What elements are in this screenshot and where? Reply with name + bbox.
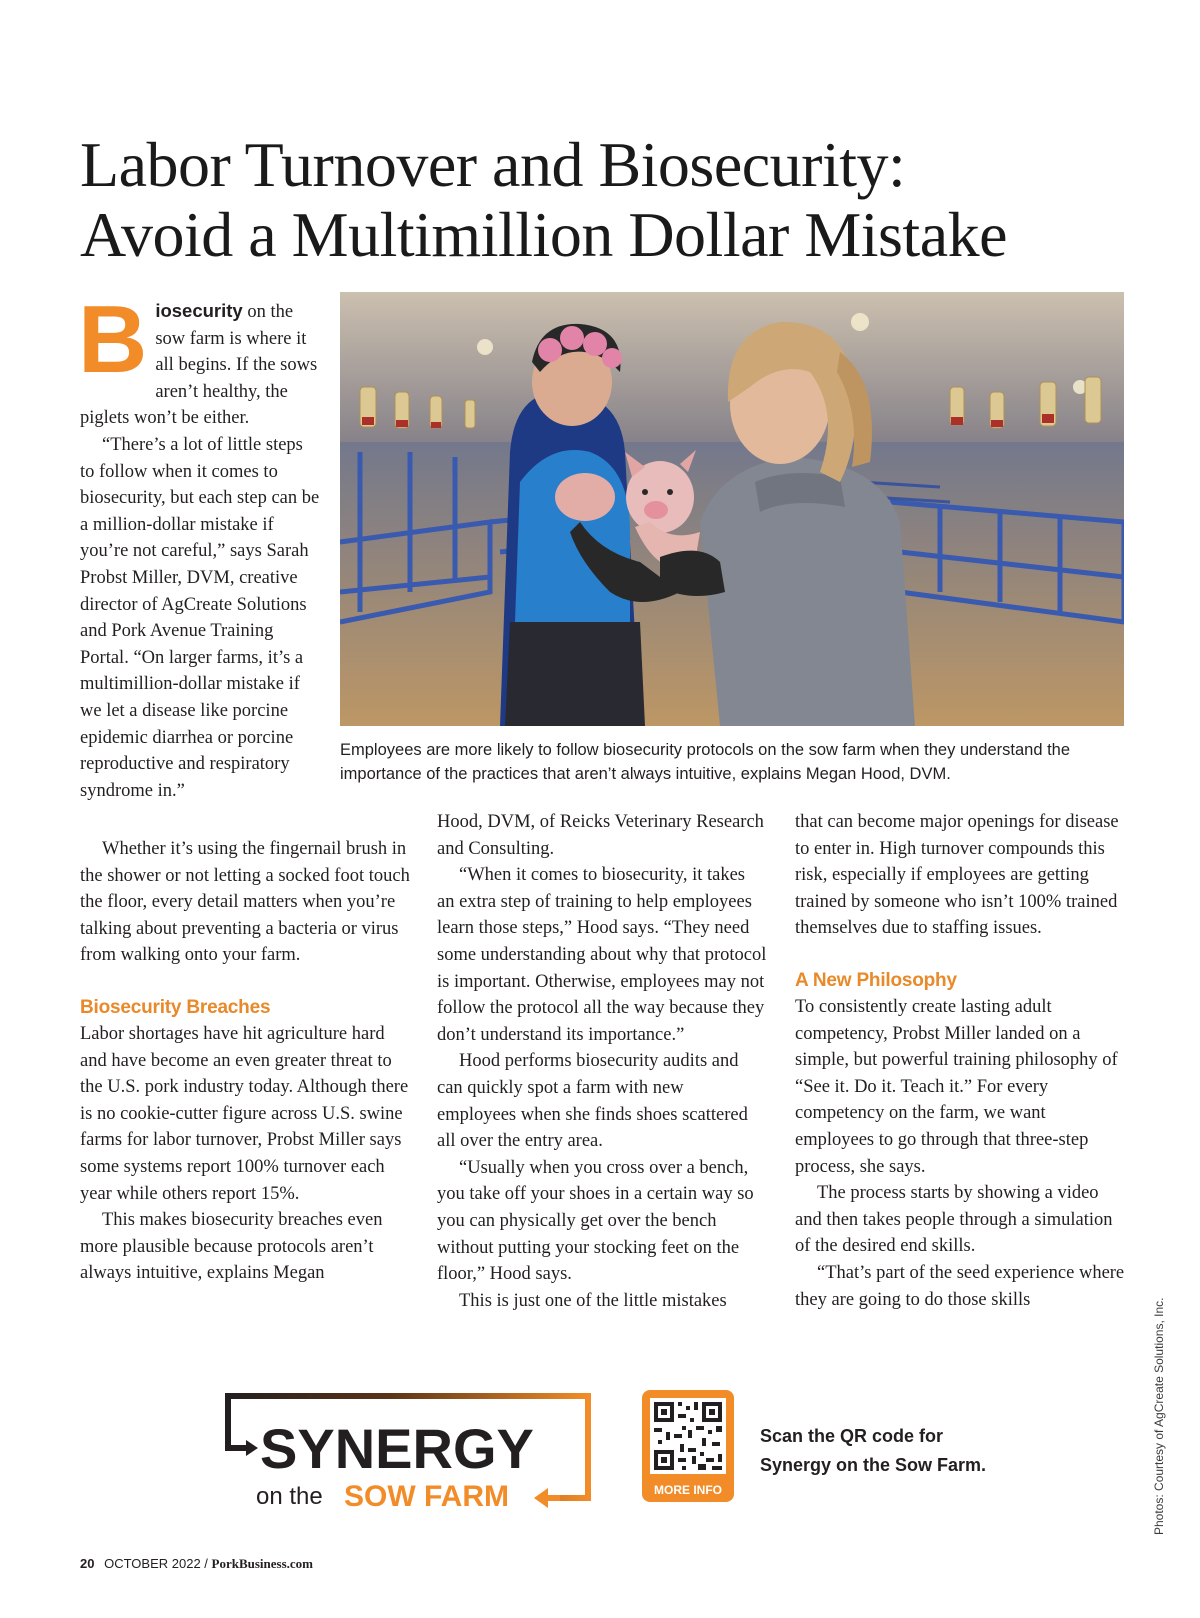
lead-word: iosecurity (155, 300, 243, 321)
article-photo (340, 292, 1124, 726)
synergy-logo[interactable] (220, 1388, 600, 1514)
qr-more-info-label: MORE INFO (654, 1483, 722, 1497)
scan-prompt (760, 1422, 1060, 1480)
logo-arrow-left-icon (534, 1488, 548, 1508)
logo-on-the-text: on the (256, 1483, 323, 1510)
logo-synergy-text: SYNERGY (260, 1417, 534, 1480)
col1-paragraph-3: This makes biosecurity breaches even more plausible because protocols aren’t always intuitive, explains Megan (80, 1210, 383, 1284)
issue-date: OCTOBER 2022 / (104, 1556, 208, 1571)
photo-credit: Photos: Courtesy of AgCreate Solutions, Inc. (1152, 1297, 1166, 1535)
intro-column (78, 286, 320, 804)
website-link[interactable]: PorkBusiness.com (211, 1556, 314, 1571)
logo-sow-farm-text: SOW FARM (344, 1480, 509, 1513)
col3-paragraph-4: “That’s part of the seed experience where they are going to do those skills (795, 1262, 1125, 1310)
subhead-biosecurity-breaches: Biosecurity Breaches (80, 996, 271, 1018)
intro-paragraph-1: on the sow farm is where it all begins. If the sows aren’t healthy, the piglets won’t be either. (80, 302, 318, 429)
page-number: 20 (80, 1556, 95, 1571)
column-2 (437, 809, 767, 1314)
column-3 (795, 809, 1125, 1313)
photo-caption: Employees are more likely to follow biosecurity protocols on the sow farm when they understand the importance of the practices that aren’t always intuitive, explains Megan Hood, DVM. (340, 741, 1071, 783)
subhead-a-new-philosophy: A New Philosophy (795, 969, 957, 991)
col3-paragraph-2: To consistently create lasting adult competency, Probst Miller landed on a simple, but powerful training philosophy of “See it. Do it. Teach it.” For every competency on the farm, we want employees to go through that three-step process, she says. (795, 996, 1118, 1177)
col3-paragraph-1: that can become major openings for disease to enter in. High turnover compounds this risk, especially if employees are getting trained by someone who isn’t 100% trained themselves due to staffing issues. (795, 812, 1119, 939)
photo-illustration (340, 292, 1124, 726)
logo-arrow-right-icon (246, 1440, 258, 1456)
col2-paragraph-4: “Usually when you cross over a bench, you take off your shoes in a certain way so you can physically get over the bench without putting your stocking feet on the floor,” Hood says. (437, 1157, 754, 1285)
page-footer (80, 1556, 313, 1572)
intro-paragraph-2: “There’s a lot of little steps to follow when it comes to biosecurity, but each step can be a million-dollar mistake if you’re not careful,” says Sarah Probst Miller, DVM, creative director of AgCreate Solutions and Pork Avenue Training Portal. “On larger farms, it’s a multimillion-dollar mistake if we let a disease like porcine epidemic diarrhea or porcine reproductive and respiratory syndrome in.” (80, 434, 320, 801)
qr-code[interactable] (640, 1388, 736, 1504)
col1-paragraph-1: Whether it’s using the fingernail brush in the shower or not letting a socked foot touch the floor, every detail matters when you’re talking about preventing a bacteria or virus from walking onto your farm. (80, 839, 410, 966)
headline-line-1: Labor Turnover and Biosecurity: (80, 129, 906, 200)
col2-paragraph-3: Hood performs biosecurity audits and can quickly spot a farm with new employees when she finds shoes scattered all over the entry area. (437, 1051, 748, 1152)
headline-line-2: Avoid a Multimillion Dollar Mistake (80, 199, 1007, 270)
column-1 (80, 836, 410, 1287)
scan-line-2: Synergy on the Sow Farm. (760, 1455, 987, 1475)
col3-paragraph-3: The process starts by showing a video and then takes people through a simulation of the desired end skills. (795, 1183, 1113, 1257)
col1-paragraph-2: Labor shortages have hit agriculture hard and have become an even greater threat to the U.S. pork industry today. Although there is no cookie-cutter figure across U.S. swine farms for labor turnover, Probst Miller says some systems report 100% turnover each year while others report 15%. (80, 1023, 409, 1204)
col2-paragraph-2: “When it comes to biosecurity, it takes an extra step of training to help employees learn those steps,” Hood says. “They need some understanding about why that protocol is important. Otherwise, employees may not follow the protocol all the way because they don’t understand its importance.” (437, 865, 767, 1045)
col2-paragraph-5: This is just one of the little mistakes (459, 1290, 727, 1311)
col2-paragraph-1: Hood, DVM, of Reicks Veterinary Research and Consulting. (437, 812, 764, 859)
scan-line-1: Scan the QR code for (760, 1426, 944, 1446)
drop-cap: B (78, 286, 148, 393)
article-headline (80, 130, 1140, 270)
